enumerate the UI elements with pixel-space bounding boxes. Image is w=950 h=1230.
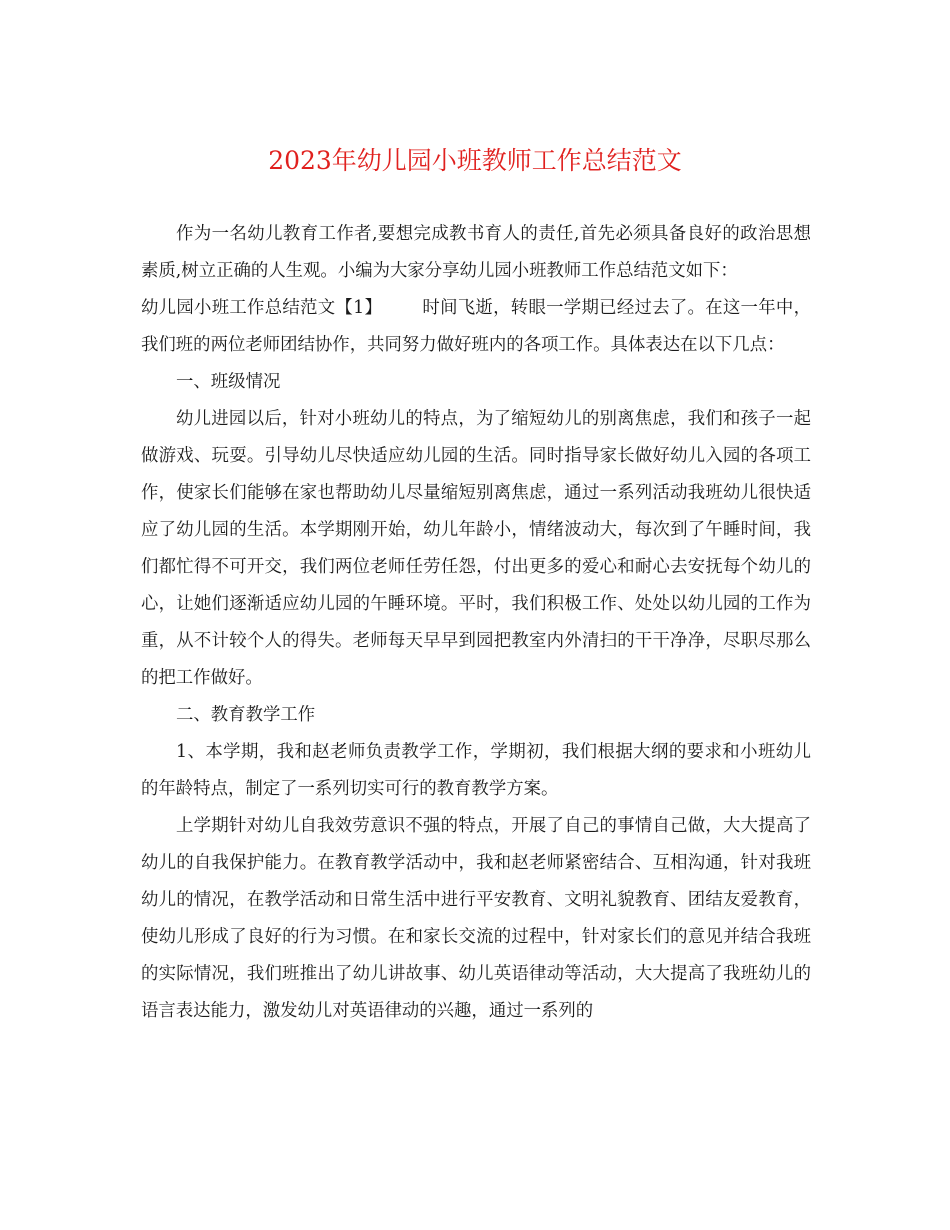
- heading-class-situation: 一、班级情况: [176, 372, 281, 392]
- document-body: [141, 216, 811, 1030]
- intro-paragraph: 作为一名幼儿教育工作者,要想完成教书育人的责任,首先必须具备良好的政治思想素质,树立正确的人生观。小编为大家分享幼儿园小班教师工作总结范文如下：: [141, 224, 811, 281]
- paragraph-teaching-plan: 1、本学期，我和赵老师负责教学工作，学期初，我们根据大纲的要求和小班幼儿的年龄特点，制定了一系列切实可行的教育教学方案。: [141, 742, 811, 799]
- section-intro: 时间飞逝，转眼一学期已经过去了。在这一年中，我们班的两位老师团结协作，共同努力做好班内的各项工作。具体表达在以下几点：: [141, 298, 811, 355]
- paragraph-class-situation: 幼儿进园以后，针对小班幼儿的特点，为了缩短幼儿的别离焦虑，我们和孩子一起做游戏、玩耍。引导幼儿尽快适应幼儿园的生活。同时指导家长做好幼儿入园的各项工作，使家长们能够在家也帮助幼儿尽量缩短别离焦虑，通过一系列活动我班幼儿很快适应了幼儿园的生活。本学期刚开始，幼儿年龄小，情绪波动大，每次到了午睡时间，我们都忙得不可开交，我们两位老师任劳任怨，付出更多的爱心和耐心去安抚每个幼儿的心，让她们逐渐适应幼儿园的午睡环境。平时，我们积极工作、处处以幼儿园的工作为重，从不计较个人的得失。老师每天早早到园把教室内外清扫的干干净净，尽职尽那么的把工作做好。: [141, 409, 811, 688]
- heading-teaching-work: 二、教育教学工作: [176, 705, 316, 725]
- section-paragraph: [141, 290, 811, 364]
- paragraph-teaching-activities: 上学期针对幼儿自我效劳意识不强的特点，开展了自己的事情自己做，大大提高了幼儿的自我保护能力。在教育教学活动中，我和赵老师紧密结合、互相沟通，针对我班幼儿的情况，在教学活动和日常生活中进行平安教育、文明礼貌教育、团结友爱教育，使幼儿形成了良好的行为习惯。在和家长交流的过程中，针对家长们的意见并结合我班的实际情况，我们班推出了幼儿讲故事、幼儿英语律动等活动，大大提高了我班幼儿的语言表达能力，激发幼儿对英语律动的兴趣，通过一系列的: [141, 816, 811, 1021]
- section-heading: 幼儿园小班工作总结范文【1】: [141, 298, 383, 318]
- document-title: 2023年幼儿园小班教师工作总结范文: [268, 146, 682, 175]
